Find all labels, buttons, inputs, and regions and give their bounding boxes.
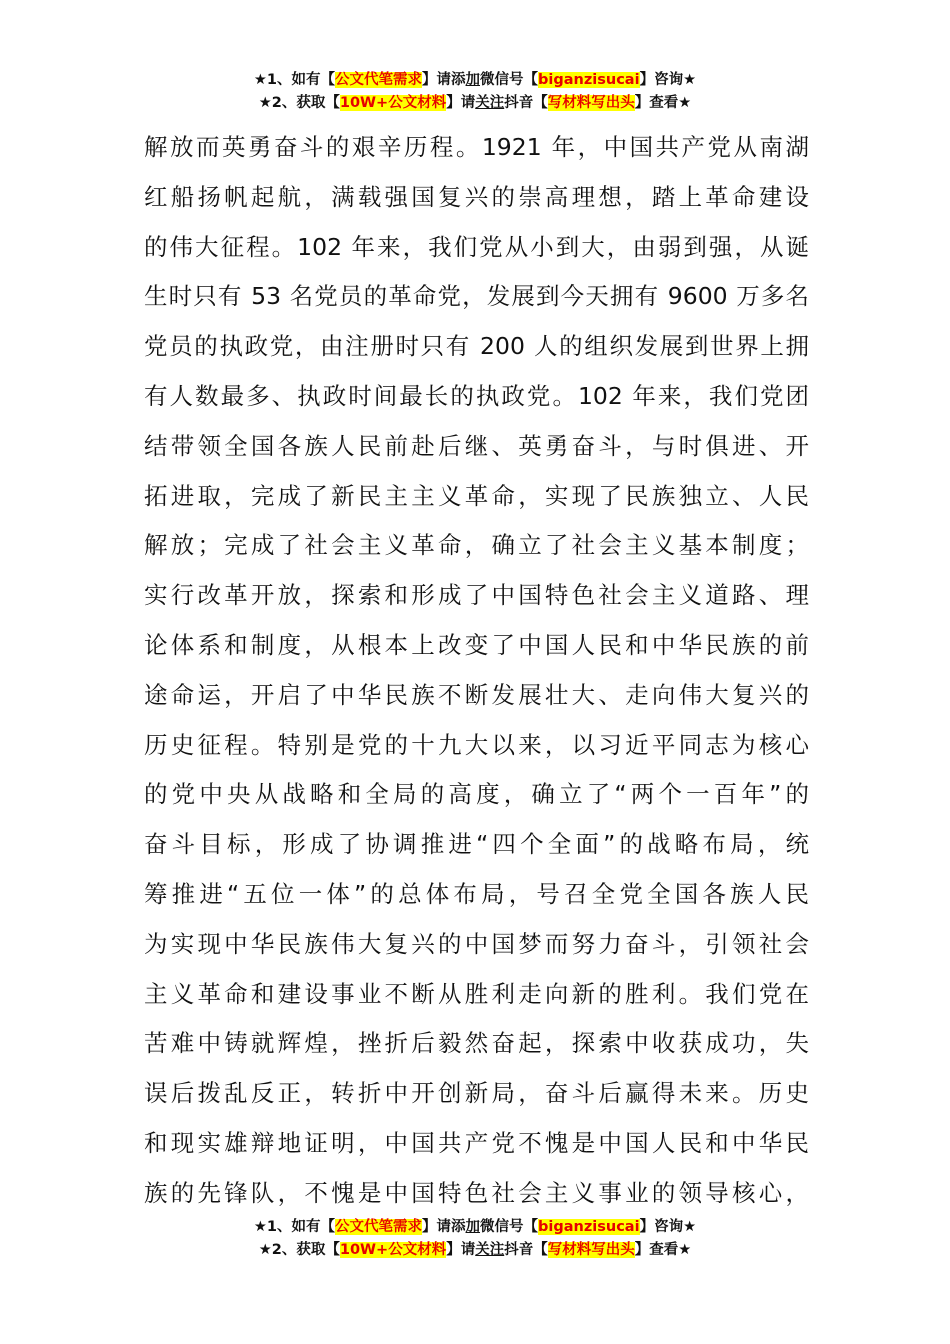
body-text-line: 苦难中铸就辉煌，挫折后毅然奋起，探索中收获成功，失 xyxy=(144,1029,809,1058)
body-text-line: 实行改革开放，探索和形成了中国特色社会主义道路、理 xyxy=(144,581,809,610)
footer-banner xyxy=(0,1216,950,1262)
body-text-line: 红船扬帆起航，满载强国复兴的崇高理想，踏上革命建设 xyxy=(144,182,809,211)
footer-highlight-douyin-account: 写材料写出头 xyxy=(547,1242,635,1258)
header-line-2-underlined: 关注 xyxy=(475,95,505,111)
header-line-2 xyxy=(0,92,950,115)
body-text-line: 解放；完成了社会主义革命，确立了社会主义基本制度； xyxy=(144,531,809,560)
body-text-line: 拓进取，完成了新民主主义革命，实现了民族独立、人民 xyxy=(144,481,809,510)
footer-line-1-text: 】咨询★ xyxy=(639,1219,697,1235)
footer-line-1-underlined: 加 xyxy=(465,1219,481,1235)
header-line-1-text: 微信号【 xyxy=(480,72,539,88)
footer-line-1-text: ★1、如有【 xyxy=(253,1219,336,1235)
body-text-line: 筹推进“五位一体”的总体布局，号召全党全国各族人民 xyxy=(144,879,809,908)
header-banner xyxy=(0,69,950,115)
header-highlight-service: 公文代笔需求 xyxy=(335,72,423,88)
header-highlight-douyin-account: 写材料写出头 xyxy=(547,95,635,111)
footer-line-2-text: 】请 xyxy=(446,1242,476,1258)
header-line-1-text: 】咨询★ xyxy=(639,72,697,88)
footer-highlight-wechat-id: biganzisucai xyxy=(538,1219,640,1235)
body-text-line: 为实现中华民族伟大复兴的中国梦而努力奋斗，引领社会 xyxy=(144,929,809,958)
body-text-line: 途命运，开启了中华民族不断发展壮大、走向伟大复兴的 xyxy=(144,680,809,709)
body-text-line: 论体系和制度，从根本上改变了中国人民和中华民族的前 xyxy=(144,630,809,659)
body-text-line: 历史征程。特别是党的十九大以来，以习近平同志为核心 xyxy=(144,730,809,759)
body-text-line: 的伟大征程。102 年来，我们党从小到大，由弱到强，从诞 xyxy=(144,232,809,261)
footer-line-2-underlined: 关注 xyxy=(475,1242,505,1258)
header-line-2-text: ★2、获取【 xyxy=(258,95,340,111)
footer-highlight-service: 公文代笔需求 xyxy=(335,1219,423,1235)
body-text-line: 解放而英勇奋斗的艰辛历程。1921 年，中国共产党从南湖 xyxy=(144,133,809,161)
header-line-1-underlined: 加 xyxy=(465,72,481,88)
header-highlight-wechat-id: biganzisucai xyxy=(538,72,640,88)
footer-line-2 xyxy=(0,1239,950,1262)
header-highlight-materials: 10W+公文材料 xyxy=(339,95,447,111)
footer-line-2-text: ★2、获取【 xyxy=(258,1242,340,1258)
header-line-2-text: 抖音【 xyxy=(504,95,548,111)
body-text-line: 误后拨乱反正，转折中开创新局，奋斗后赢得未来。历史 xyxy=(144,1079,809,1108)
footer-line-2-text: 抖音【 xyxy=(504,1242,548,1258)
footer-line-2-text: 】查看★ xyxy=(634,1242,692,1258)
body-text-line: 有人数最多、执政时间最长的执政党。102 年来，我们党团 xyxy=(144,381,809,410)
body-text-line: 主义革命和建设事业不断从胜利走向新的胜利。我们党在 xyxy=(144,979,809,1008)
body-text-line: 生时只有 53 名党员的革命党，发展到今天拥有 9600 万多名 xyxy=(144,282,809,311)
body-text-line: 族的先锋队，不愧是中国特色社会主义事业的领导核心， xyxy=(144,1178,809,1207)
body-text-line: 党员的执政党，由注册时只有 200 人的组织发展到世界上拥 xyxy=(144,332,809,361)
body-text-line: 和现实雄辩地证明，中国共产党不愧是中国人民和中华民 xyxy=(144,1128,809,1157)
document-body xyxy=(144,123,809,1219)
header-line-1-text: ★1、如有【 xyxy=(253,72,336,88)
body-text-line: 奋斗目标，形成了协调推进“四个全面”的战略布局，统 xyxy=(144,830,809,859)
body-text-line: 的党中央从战略和全局的高度，确立了“两个一百年”的 xyxy=(144,780,809,809)
footer-highlight-materials: 10W+公文材料 xyxy=(339,1242,447,1258)
footer-line-1 xyxy=(0,1216,950,1239)
header-line-2-text: 】请 xyxy=(446,95,476,111)
header-line-1-text: 】请添 xyxy=(422,72,466,88)
header-line-1 xyxy=(0,69,950,92)
body-text-line: 结带领全国各族人民前赴后继、英勇奋斗，与时俱进、开 xyxy=(144,431,809,460)
footer-line-1-text: 微信号【 xyxy=(480,1219,539,1235)
header-line-2-text: 】查看★ xyxy=(634,95,692,111)
footer-line-1-text: 】请添 xyxy=(422,1219,466,1235)
